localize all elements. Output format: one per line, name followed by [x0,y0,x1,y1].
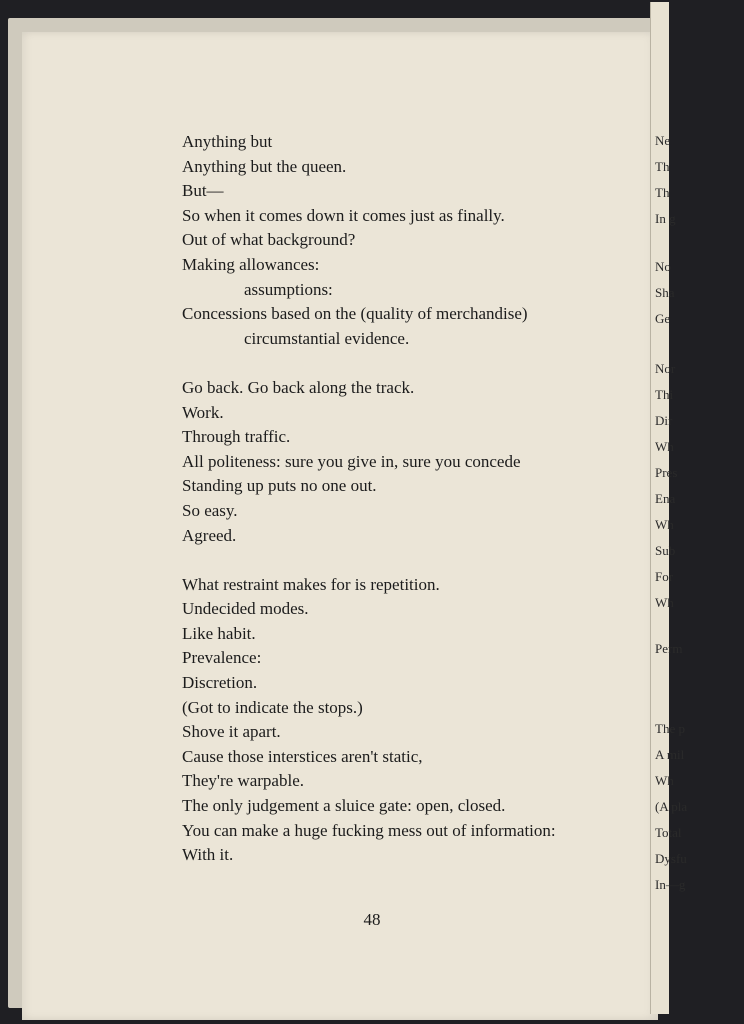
poem-line: You can make a huge fucking mess out of information: [182,820,556,840]
facing-page-fragment: Total [655,825,682,840]
facing-page-fragment: Pres [655,465,678,480]
poem-line: Anything but the queen. [182,156,347,176]
facing-page-fragment: In g [655,211,676,226]
poem-line: Making allowances: [182,254,320,274]
facing-page-fragment: In—g [655,877,686,892]
facing-page-fragment: Ena [655,491,676,506]
poem-line: But— [182,181,224,201]
facing-page-fragment: Perm [655,641,683,656]
poem-line: Concessions based on the (quality of merchandise) [182,304,528,324]
facing-page-fragment: Thi [655,387,674,402]
facing-page-fragment: Wh [655,595,674,610]
facing-page-fragment: Dir [655,413,673,428]
facing-page-fragment: The p [655,721,685,736]
facing-page-fragment: Wh [655,517,674,532]
poem-text [182,130,622,868]
poem-line: Undecided modes. [182,599,309,619]
facing-page-fragment: Sha [655,285,675,300]
poem-line: Like habit. [182,623,256,643]
poem-line: Standing up puts no one out. [182,476,377,496]
facing-page-fragment: Sub [655,543,676,558]
facing-page-edge [650,2,688,1014]
poem-line: Work. [182,402,224,422]
poem-line: Discretion. [182,673,258,693]
poem-line: circumstantial evidence. [244,328,410,348]
facing-page-fragment: Th [655,159,670,174]
poem-line: Go back. Go back along the track. [182,377,415,397]
poem-line: Anything but [182,132,273,151]
poem-line: Shove it apart. [182,722,281,742]
poem-line: Out of what background? [182,230,356,250]
poem-line: What restraint makes for is repetition. [182,574,440,594]
poem-line: Cause those interstices aren't static, [182,746,423,766]
facing-page-fragment: No [655,259,671,274]
poem-line: With it. [182,845,234,865]
poem-line: The only judgement a sluice gate: open, closed. [182,796,506,816]
facing-page-fragment: For [655,569,674,584]
poem-line: All politeness: sure you give in, sure you concede [182,451,521,471]
stanza-break [182,351,622,376]
facing-page-fragment: Wh [655,773,674,788]
poem-line: Prevalence: [182,648,262,668]
poem-line: (Got to indicate the stops.) [182,697,363,717]
facing-page-fragment: Wh [655,439,674,454]
poem-line: Agreed. [182,525,237,545]
facing-page-fragment: Ge [655,311,671,326]
poem-line: So when it comes down it comes just as finally. [182,205,505,225]
facing-page-fragment: Ne [655,133,671,148]
facing-page-fragment: Nor [655,361,676,376]
poem-line: So easy. [182,500,238,520]
facing-page-fragment: Th [655,185,670,200]
page-number: 48 [363,910,381,929]
poem-line: Through traffic. [182,427,291,447]
facing-page-fragment: Dysfu [655,851,687,866]
poem-line: They're warpable. [182,771,304,791]
stanza-break [182,548,622,573]
facing-page-fragment: (A pla [655,799,688,814]
facing-page-fragment: A mil [655,747,685,762]
poem-line: assumptions: [244,279,333,299]
